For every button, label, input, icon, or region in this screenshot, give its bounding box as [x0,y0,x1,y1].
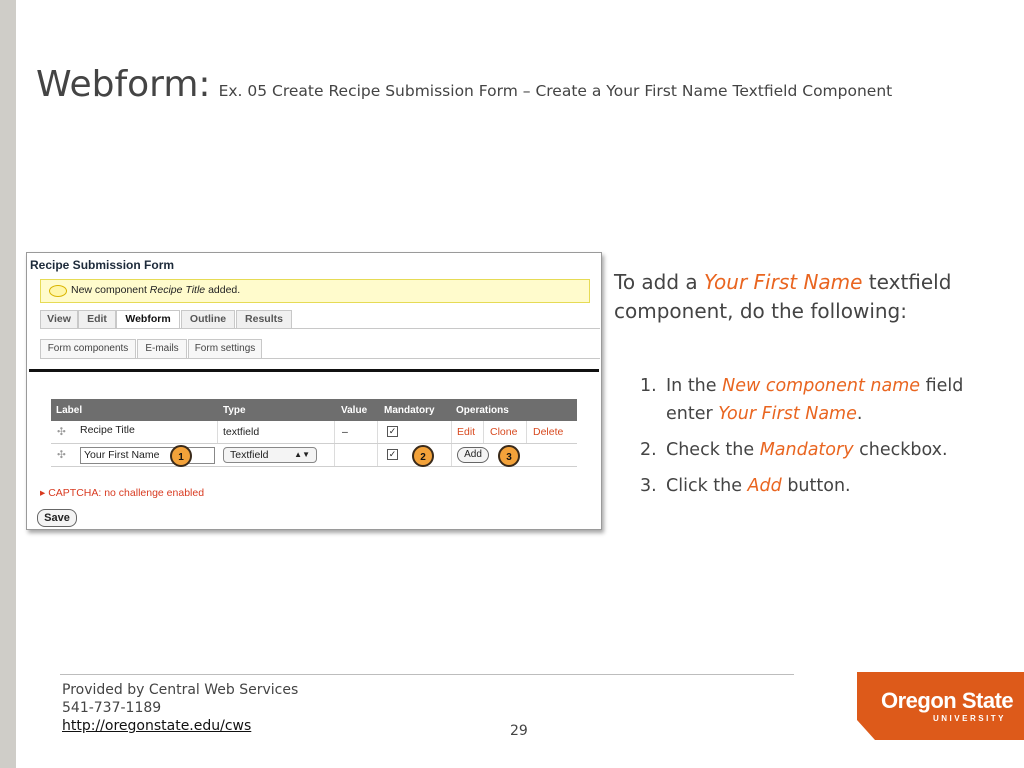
instruction-steps [640,372,1000,508]
intro-highlight: Your First Name [704,270,863,294]
step-1 [640,372,1000,428]
logo-name: Oregon State [881,688,1014,713]
step-number: 2. [640,440,657,460]
subtab-emails[interactable]: E-mails [137,339,187,359]
cell-divider [483,421,484,443]
captcha-text: CAPTCHA: no challenge enabled [48,487,205,499]
tab-webform[interactable]: Webform [116,310,180,328]
cell-divider [217,421,218,443]
header-value: Value [341,405,368,416]
tabs-divider [40,328,600,329]
message-suffix: added. [205,284,241,296]
cell-divider [377,444,378,466]
slide-title-main: Webform: [36,64,211,105]
captcha-fieldset[interactable]: ▸ CAPTCHA: no challenge enabled [40,487,205,499]
header-type: Type [223,405,246,416]
add-button[interactable]: Add [457,447,489,463]
step-text: Check the [666,440,760,460]
logo-sub: UNIVERSITY [933,714,1007,723]
instructions-intro [614,268,994,326]
content-separator [29,369,599,372]
table-header [51,399,577,421]
subtabs-divider [40,358,600,359]
step-text: field enter [666,376,964,424]
form-title: Recipe Submission Form [30,258,175,272]
status-message [40,279,590,303]
intro-a: To add a [614,270,705,294]
footer-divider [60,674,794,675]
cell-divider [334,421,335,443]
step-highlight: Add [747,476,782,496]
row-type: textfield [223,426,260,438]
footer-phone: 541-737-1189 [62,700,162,716]
new-mandatory-checkbox[interactable]: ✓ [388,449,397,459]
page-number: 29 [510,723,528,739]
callout-1: 1 [170,445,192,467]
subtab-form-settings[interactable]: Form settings [188,339,262,359]
callout-2: 2 [412,445,434,467]
delete-link[interactable]: Delete [533,426,564,438]
cell-divider [451,444,452,466]
clone-link[interactable]: Clone [490,426,518,438]
step-2 [640,436,1000,464]
footer-link[interactable]: http://oregonstate.edu/cws [62,718,252,734]
select-value: Textfield [230,449,269,461]
header-mandatory: Mandatory [384,405,435,416]
row-label: Recipe Title [80,424,135,436]
table-row [51,421,577,444]
osu-logo [857,672,1024,740]
step-text: Click the [666,476,748,496]
header-operations: Operations [456,405,509,416]
step-highlight: Mandatory [759,440,854,460]
step-text: In the [666,376,723,396]
drag-handle-icon[interactable]: ✣ [57,426,66,438]
cell-divider [451,421,452,443]
step-highlight: New component name [722,376,921,396]
intro-b: textfield component, do the following: [614,270,952,323]
cell-divider [334,444,335,466]
tab-view[interactable]: View [40,310,78,328]
save-button[interactable]: Save [37,509,77,527]
tab-edit[interactable]: Edit [78,310,116,328]
left-accent-bar [0,0,16,768]
footer-provider: Provided by Central Web Services [62,682,299,698]
callout-3: 3 [498,445,520,467]
message-italic: Recipe Title [149,284,206,296]
footer-info [62,681,298,735]
header-label: Label [56,405,83,416]
cell-divider [526,421,527,443]
step-highlight: Your First Name [718,404,857,424]
step-number: 3. [640,476,657,496]
screenshot-panel [26,252,602,530]
step-text: button. [781,476,851,496]
status-message-text [71,284,240,296]
tab-outline[interactable]: Outline [181,310,235,328]
message-prefix: New component [71,284,150,296]
step-number: 1. [640,376,657,396]
step-3 [640,472,1000,500]
step-text: checkbox. [853,440,948,460]
slide-title-sub: Ex. 05 Create Recipe Submission Form – Create a Your First Name Textfield Component [218,82,893,100]
mandatory-checkbox[interactable]: ✓ [388,426,397,436]
edit-link[interactable]: Edit [457,426,476,438]
select-arrows-icon: ▲▼ [294,450,310,459]
new-component-name-input[interactable]: Your First Name [80,447,215,464]
slide-title [36,64,892,105]
subtab-form-components[interactable]: Form components [40,339,136,359]
message-bubble-icon [49,285,67,297]
logo-fold-corner [857,720,875,740]
row-value: – [342,426,348,438]
drag-handle-icon[interactable]: ✣ [57,449,66,461]
step-text: . [856,404,863,424]
cell-divider [377,421,378,443]
tab-results[interactable]: Results [236,310,292,328]
component-type-select[interactable] [223,447,317,463]
